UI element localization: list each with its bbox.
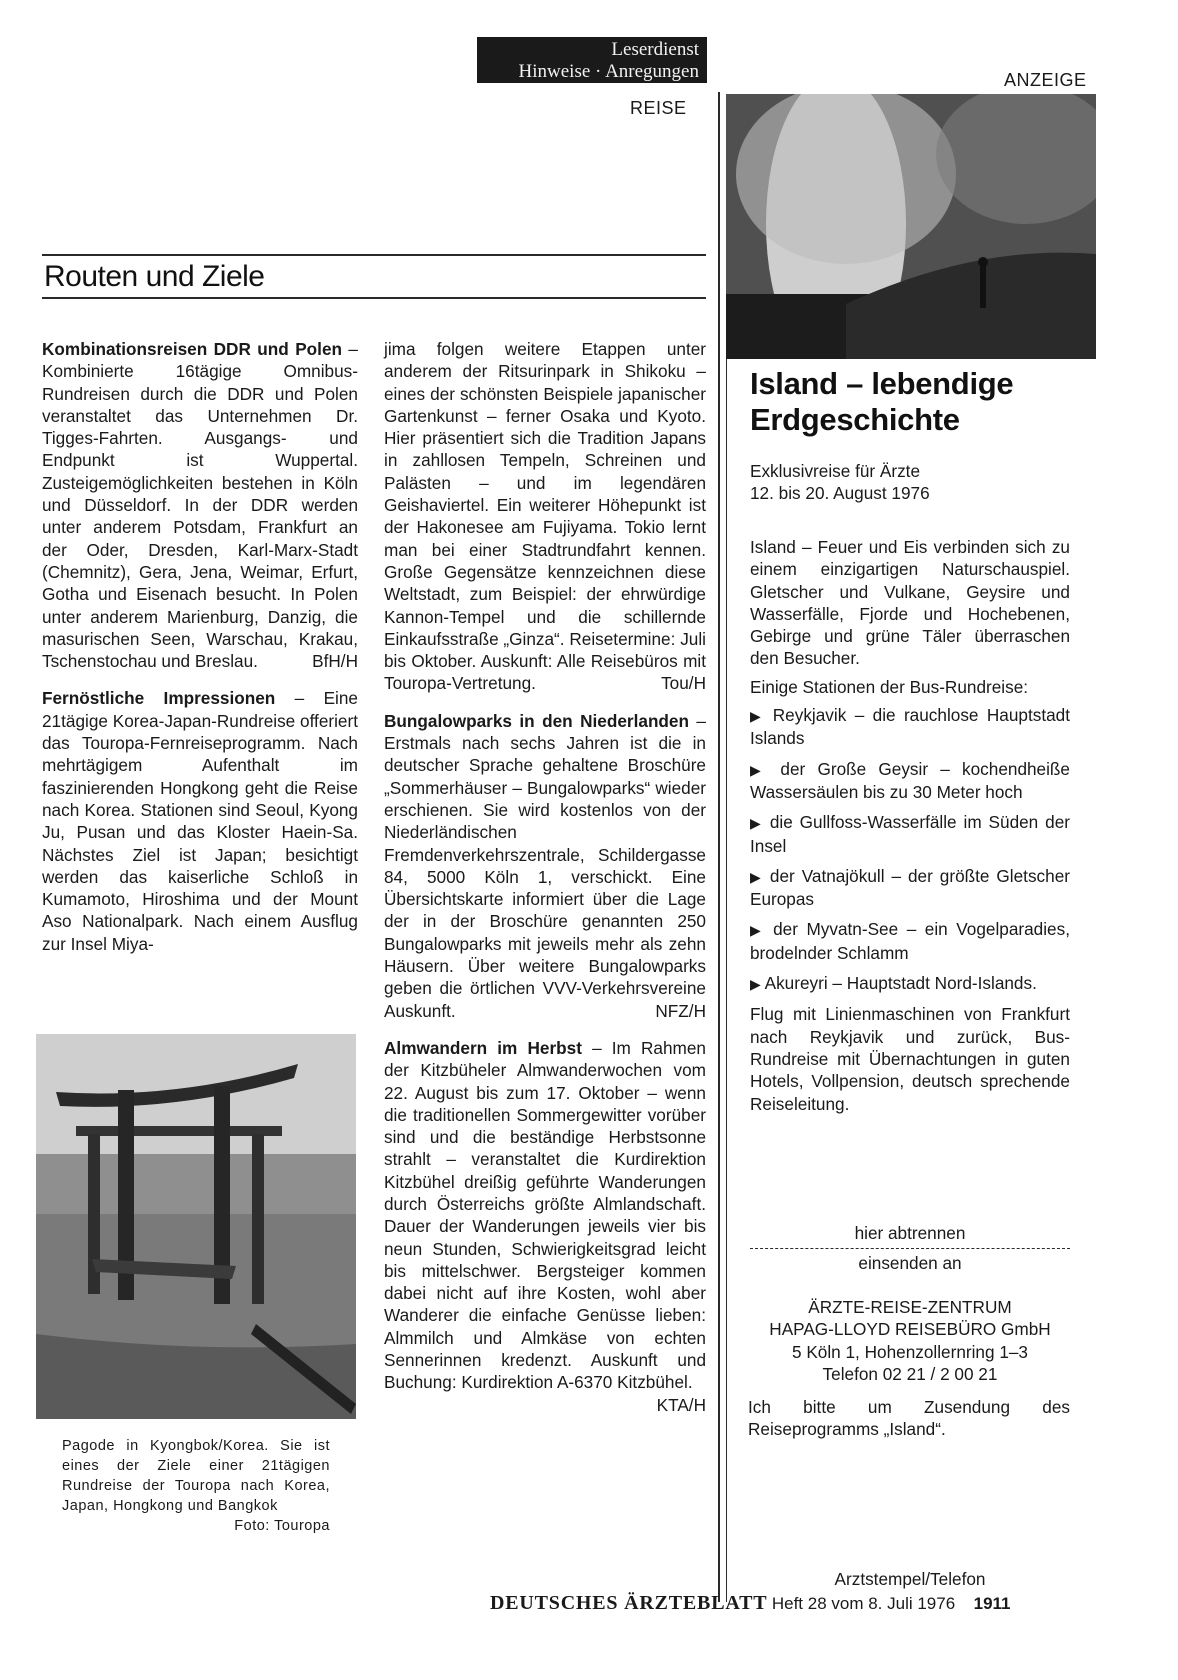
address-line-1: ÄRZTE-REISE-ZENTRUM [808, 1297, 1012, 1317]
article-signature: Tou/H [661, 673, 706, 694]
photo-credit: Foto: Touropa [234, 1518, 330, 1534]
article [42, 687, 358, 955]
article-heading: Almwandern im Herbst [384, 1037, 582, 1058]
ad-subtitle-line-2: 12. bis 20. August 1976 [750, 483, 930, 504]
ad-subtitle-line-1: Exklusivreise für Ärzte [750, 461, 921, 481]
article-heading: Fernöstliche Impressionen [42, 688, 276, 709]
ad-intro: Island – Feuer und Eis verbinden sich zu einem einzigartigen Naturschauspiel. Gletscher und Vulkane, Geysire und Wasserfälle, Fjorde und Hochebenen, Gebirge und grüne Täler überraschen den Besucher. [750, 537, 1070, 669]
ad-body [750, 536, 1070, 1121]
article-heading: Kombinationsreisen DDR und Polen [42, 339, 343, 359]
cut-label: hier abtrennen [854, 1223, 966, 1243]
column-divider [718, 92, 720, 1602]
article-body-part: – Eine 21tägige Korea-Japan-Rundreise offeriert das Touropa-Fernreiseprogramm. Nach mehrtägigem Aufenthalt im faszinierenden Hongkong geht die Reise nach Korea. Stationen sind Seoul, Kyong Ju, Pusan und das Kloster Haein-Sa. Nächstes Ziel ist Japan; besichtigt werden das kaiserliche Schloß in Kumamoto, Hiroshima und der Mount Aso Nationalpark. Nach einem Ausflug zur Insel Miya- [42, 688, 358, 954]
ad-request: Ich bitte um Zusendung des Reiseprogramms „Island“. [748, 1397, 1070, 1440]
ad-title: Island – lebendige Erdgeschichte [750, 366, 1014, 437]
ad-station-text: die Gullfoss-Wasserfälle im Süden der Insel [750, 812, 1070, 856]
ad-station-text: der Große Geysir – kochendheiße Wassersäulen bis zu 30 Meter hoch [750, 758, 1070, 802]
ad-stations-intro: Einige Stationen der Bus-Rundreise: [750, 676, 1029, 697]
ad-station-item [750, 811, 1070, 857]
publication-name: DEUTSCHES ÄRZTEBLATT [490, 1592, 768, 1614]
address-line-2: HAPAG-LLOYD REISEBÜRO GmbH [769, 1319, 1051, 1340]
ad-station-item [750, 972, 1070, 995]
page-title: Routen und Ziele [44, 260, 265, 293]
cut-line[interactable] [750, 1248, 1070, 1249]
section-label: REISE [630, 98, 687, 118]
ad-station-text: Akureyri – Hauptstadt Nord-Islands. [764, 973, 1037, 994]
torii-photo [36, 1034, 356, 1419]
ad-subtitle [750, 460, 1070, 505]
ad-station-item [750, 758, 1070, 804]
article-signature: BfH/H [312, 651, 358, 672]
triangle-right-icon: ▶ [750, 976, 761, 993]
section-badge [477, 37, 707, 83]
ad-station-item [750, 704, 1070, 750]
left-column [42, 338, 358, 970]
article-signature: KTA/H [656, 1394, 706, 1415]
torii-illustration [36, 1034, 356, 1419]
article-body: – Im Rahmen der Kitzbüheler Almwanderwochen vom 22. August bis zum 17. Oktober – wenn die traditionellen Sommergewitter vorüber sind und die beständige Herbstsonne strahlt – veranstaltet die Kurdirektion Kitzbühel dreißig geführte Wanderungen durch Österreichs größte Almlandschaft. Dauer der Wanderungen jeweils vier bis neun Stunden, Schwierigkeitsgrad leicht bis mittelschwer. Bergsteiger kommen dabei nicht auf ihre Kosten, wohl aber Wanderer die einfache Genüsse lieben: Almmilch und Almkäse von echten Sennerinnen kredenzt. Auskunft und Buchung: Kurdirektion A-6370 Kitzbühel. [384, 1037, 706, 1393]
address-line-4: Telefon 02 21 / 2 00 21 [822, 1363, 998, 1384]
badge-line-2: Hinweise · Anregungen [518, 61, 699, 82]
article-continuation [384, 338, 706, 695]
geyser-photo [726, 94, 1096, 359]
middle-column [384, 338, 706, 1416]
title-rule-bottom [42, 297, 706, 299]
page-footer [490, 1592, 1090, 1615]
geyser-illustration [726, 94, 1096, 359]
ad-station-text: der Vatnajökull – der größte Gletscher Europas [750, 865, 1070, 910]
send-label: einsenden an [858, 1253, 962, 1273]
caption-text: Pagode in Kyongbok/Korea. Sie ist eines der Ziele einer 21tägigen Rundreise der Touropa nach Korea, Japan, Hongkong und Bangkok [62, 1438, 330, 1514]
article-heading: Bungalowparks in den Niederlanden [384, 710, 689, 731]
article-body-part: jima folgen weitere Etappen unter anderem der Ritsurinpark in Shikoku – eines der schönsten Beispiele japanischer Gartenkunst – ferner Osaka und Kyoto. Hier präsentiert sich die Tradition Japans in zahllosen Tempeln, Schreinen und Palästen – und im legendären Geishaviertel. Ein weiterer Höhepunkt ist der Hakonesee am Fujiyama. Tokio lernt man bei einer Stadtrundfahrt kennen. Große Gegensätze kennzeichnen diese Weltstadt, zum Beispiel: der ehrwürdige Kannon-Tempel und die schillernde Einkaufsstraße „Ginza“. Reisetermine: Juli bis Oktober. Auskunft: Alle Reisebüros mit Touropa-Vertretung. [384, 339, 706, 694]
title-rule-top [42, 254, 706, 256]
ad-details: Flug mit Linienmaschinen von Frankfurt nach Reykjavik und zurück, Bus-Rundreise mit Übernachtungen in guten Hotels, Vollpension, deutsch sprechende Reiseleitung. [750, 1004, 1070, 1114]
issue-info: Heft 28 vom 8. Juli 1976 [771, 1594, 956, 1613]
article-body: – Erstmals nach sechs Jahren ist die in deutscher Sprache gehaltene Broschüre „Sommerhäuser – Bungalowparks“ wieder erschienen. Sie wird kostenlos von der Niederländischen Fremdenverkehrszentrale, Schildergasse 84, 5000 Köln 1, verschickt. Eine Übersichtskarte informiert über die Lage der in der Broschüre genannten 250 Bungalowparks mit jeweils mehr als zehn Häusern. Über weitere Bungalowparks geben die örtlichen VVV-Verkehrsvereine Auskunft. [384, 710, 706, 1021]
triangle-right-icon: ▶ [750, 708, 765, 725]
article [384, 1037, 706, 1415]
article-body: – Kombinierte 16tägige Omnibus-Rundreisen durch die DDR und Polen veranstaltet das Unternehmen Dr. Tigges-Fahrten. Ausgangs- und Endpunkt ist Wuppertal. Zusteigemöglichkeiten bestehen in Köln und Düsseldorf. In der DDR werden unter anderem Potsdam, Frankfurt an der Oder, Dresden, Karl-Marx-Stadt (Chemnitz), Gera, Jena, Weimar, Erfurt, Gotha und Eisenach besucht. In Polen unter anderem Marienburg, Danzig, die masurischen Seen, Warschau, Krakau, Tschenstochau und Breslau. [42, 339, 358, 672]
article-signature: NFZ/H [655, 1000, 706, 1021]
ad-station-text: der Myvatn-See – ein Vogelparadies, brodelnder Schlamm [750, 919, 1070, 963]
ad-label: ANZEIGE [1004, 70, 1087, 90]
triangle-right-icon: ▶ [750, 922, 765, 939]
ad-station-text: Reykjavik – die rauchlose Hauptstadt Islands [750, 705, 1070, 749]
address-line-3: 5 Köln 1, Hohenzollernring 1–3 [791, 1341, 1028, 1362]
article [42, 338, 358, 672]
triangle-right-icon: ▶ [750, 815, 763, 832]
triangle-right-icon: ▶ [750, 761, 769, 778]
ad-address [750, 1296, 1070, 1385]
badge-line-1: Leserdienst [611, 39, 699, 60]
ad-station-item [750, 865, 1070, 911]
triangle-right-icon: ▶ [750, 868, 763, 885]
ad-station-item [750, 918, 1070, 964]
stamp-label[interactable]: Arztstempel/Telefon [834, 1569, 986, 1589]
page-number: 1911 [973, 1594, 1011, 1613]
article [384, 710, 706, 1022]
photo-caption [62, 1436, 330, 1536]
